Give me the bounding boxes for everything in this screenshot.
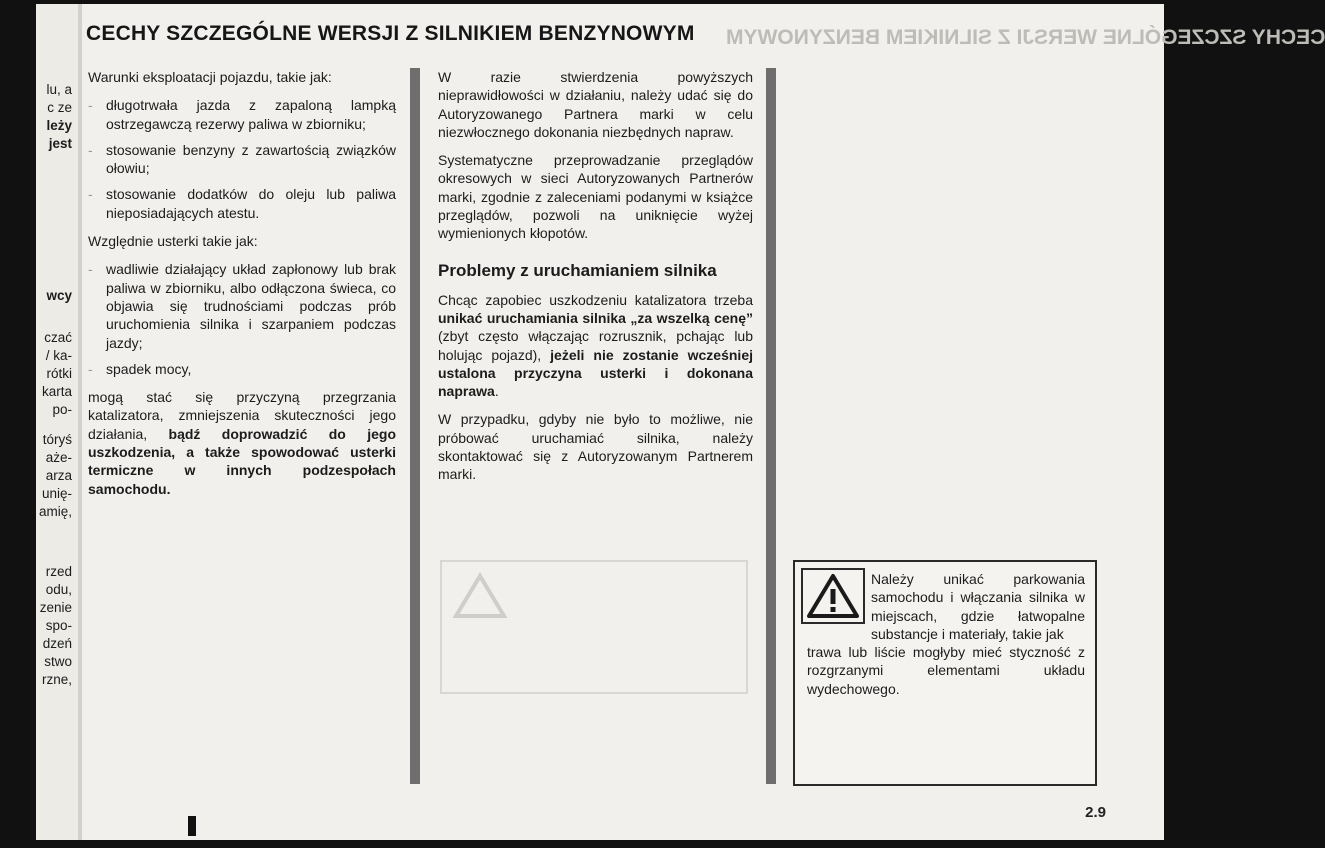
- list-item: - spadek mocy,: [88, 360, 396, 378]
- section-heading: Problemy z uruchamianiem silnika: [438, 260, 717, 280]
- previous-page-text-fragment: aże-: [45, 450, 72, 465]
- warning-box: [793, 560, 1097, 786]
- bleed-through-title: CECHY SZCZEGÓLNE WERSJI Z SILNIKIEM BENZYNOWYM: [726, 26, 1325, 49]
- previous-page-text-fragment: rótki: [46, 366, 72, 381]
- previous-page-text-fragment: unię-: [41, 486, 72, 501]
- page-spine: [78, 4, 82, 840]
- previous-page-edge: [36, 4, 80, 840]
- previous-page-text-fragment: arza: [45, 468, 72, 483]
- list-item: - stosowanie benzyny z zawartością związków ołowiu;: [88, 141, 396, 178]
- previous-page-text-fragment: zenie: [39, 600, 72, 615]
- text: (zbyt często włączając rozrusznik, pchając lub holując pojazd),: [438, 328, 753, 363]
- previous-page-text-fragment: c ze: [47, 100, 72, 115]
- warning-text-first: Należy unikać parkowania samochodu i włączania silnika w miejscach, gdzie łatwopalne substancje i materiały, takie jak: [871, 571, 1085, 642]
- previous-page-text-fragment: lu, a: [46, 82, 72, 97]
- page-title: CECHY SZCZEGÓLNE WERSJI Z SILNIKIEM BENZYNOWYM: [86, 22, 695, 45]
- previous-page-text-fragment: spo-: [45, 618, 72, 633]
- page-number: 2.9: [1085, 804, 1106, 821]
- previous-page-text-fragment: tóryś: [42, 432, 72, 447]
- previous-page-text-fragment: wcy: [46, 288, 72, 303]
- previous-page-text-fragment: amię,: [38, 504, 72, 519]
- previous-page-text-fragment: leży: [46, 118, 72, 133]
- previous-page-text-fragment: po-: [52, 402, 72, 417]
- paragraph-contact-partner: W przypadku, gdyby nie było to możliwe, nie próbować uruchamiać silnika, należy skontaktować się z Autoryzowanym Partnerem marki.: [438, 411, 753, 483]
- previous-page-text-fragment: / ka-: [45, 348, 72, 363]
- consequences-paragraph: [88, 388, 396, 498]
- warning-text: [807, 570, 1085, 698]
- previous-page-text-fragment: odu,: [45, 582, 72, 597]
- consequences-text: mogą stać się przyczyną przegrzania katalizatora, zmniejszenia skuteczności jego działania,: [88, 389, 396, 442]
- previous-page-text-fragment: karta: [41, 384, 72, 399]
- paragraph-starting-problems: [438, 291, 753, 401]
- previous-page-text-fragment: rzed: [45, 564, 72, 579]
- bold-text: jeżeli nie zostanie wcześniej ustalona przyczyna usterki i dokonana naprawa: [438, 346, 753, 400]
- previous-page-text-fragment: stwo: [44, 654, 72, 669]
- manual-page: [36, 4, 1325, 840]
- conditions-list: [88, 96, 396, 222]
- faults-intro: Względnie usterki takie jak:: [88, 233, 258, 250]
- faults-list: [88, 260, 396, 378]
- column-left: [88, 68, 396, 508]
- warning-triangle-icon: [452, 572, 508, 620]
- list-item: - wadliwie działający układ zapłonowy lub brak paliwa w zbiorniku, albo odłączona świeca, co objawia się trudnościami podczas prób uruchomienia silnika i szarpaniem podczas jazdy;: [88, 260, 396, 351]
- paragraph-repair: W razie stwierdzenia powyższych nieprawidłowości w działaniu, należy udać się do Autoryzowanego Partnera marki w celu niezwłocznego dokonania niezbędnych napraw.: [438, 69, 753, 140]
- binding-mark: [188, 816, 196, 836]
- previous-page-text-fragment: dzeń: [42, 636, 72, 651]
- list-item: - stosowanie dodatków do oleju lub paliwa nieposiadających atestu.: [88, 185, 396, 222]
- column-divider-bar: [766, 68, 776, 784]
- previous-page-text-fragment: czać: [44, 330, 72, 345]
- previous-page-text-fragment: rzne,: [41, 672, 72, 687]
- previous-page-text-fragment: jest: [48, 136, 72, 151]
- bleed-through-warning-box: [440, 560, 748, 694]
- column-middle: [438, 68, 753, 494]
- column-divider-bar: [410, 68, 420, 784]
- paragraph-inspections: Systematyczne przeprowadzanie przeglądów okresowych w sieci Autoryzowanych Partnerów marki, zgodnie z zaleceniami podanymi w książce przeglądów, pozwoli na uniknięcie wyżej wymienionych kłopotów.: [438, 152, 753, 242]
- conditions-intro: Warunki eksploatacji pojazdu, takie jak:: [88, 69, 332, 85]
- consequences-bold-text: bądź doprowadzić do jego uszkodzenia, a także spowodować usterki termiczne w innych podzespołach samochodu.: [88, 425, 396, 497]
- text: Chcąc zapobiec uszkodzeniu katalizatora trzeba: [438, 291, 753, 308]
- warning-text-rest: trawa lub liście mogłyby mieć styczność z rozgrzanymi elementami układu wydechowego.: [807, 644, 1085, 697]
- text: .: [494, 383, 499, 400]
- bold-text: unikać uruchamiania silnika „za wszelką cenę”: [438, 309, 753, 326]
- list-item: - długotrwała jazda z zapaloną lampką ostrzegawczą rezerwy paliwa w zbiorniku;: [88, 96, 396, 133]
